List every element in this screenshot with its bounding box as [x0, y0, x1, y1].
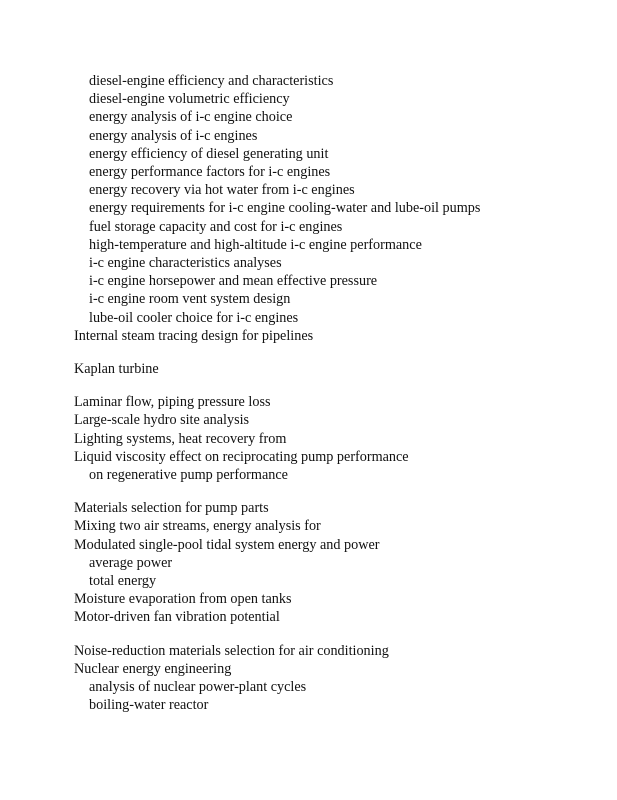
index-subentry: high-temperature and high-altitude i-c engine performance: [89, 236, 422, 253]
index-subentry: energy efficiency of diesel generating unit: [89, 145, 329, 162]
index-subentry: energy analysis of i-c engine choice: [89, 109, 293, 126]
index-section-gap: [74, 345, 594, 360]
index-subentry: on regenerative pump performance: [89, 467, 288, 484]
index-entry: Modulated single-pool tidal system energy and power: [74, 536, 380, 553]
index-subentry: average power: [89, 554, 173, 571]
index-block-internal-combustion: [74, 72, 594, 345]
index-section-gap: [74, 627, 594, 642]
index-subentry: total energy: [89, 573, 157, 590]
index-subentry: diesel-engine efficiency and characteristics: [89, 73, 334, 89]
index-entry: Moisture evaporation from open tanks: [74, 591, 292, 608]
index-subentry: energy recovery via hot water from i-c engines: [89, 182, 355, 199]
index-entry: Materials selection for pump parts: [74, 500, 269, 517]
index-subentry: diesel-engine volumetric efficiency: [89, 91, 290, 108]
index-block-m: [74, 499, 594, 626]
index-subentry: lube-oil cooler choice for i-c engines: [89, 309, 299, 326]
index-entry: Large-scale hydro site analysis: [74, 412, 250, 429]
index-entry: Noise-reduction materials selection for air conditioning: [74, 642, 389, 659]
index-subentry: energy analysis of i-c engines: [89, 127, 258, 144]
index-section-gap: [74, 484, 594, 499]
index-subentry: i-c engine horsepower and mean effective pressure: [89, 273, 378, 290]
index-subentry: boiling-water reactor: [89, 697, 209, 714]
index-block-k: [74, 360, 594, 378]
index-block-n: [74, 642, 594, 715]
index-entry: Nuclear energy engineering: [74, 660, 232, 677]
index-entry: Lighting systems, heat recovery from: [74, 430, 287, 447]
index-entry: Laminar flow, piping pressure loss: [74, 394, 271, 411]
index-subentry: i-c engine characteristics analyses: [89, 255, 282, 272]
index-subentry: analysis of nuclear power-plant cycles: [89, 679, 307, 696]
index-entry: Internal steam tracing design for pipelines: [74, 327, 314, 344]
index-entry: Kaplan turbine: [74, 361, 159, 378]
index-section-gap: [74, 378, 594, 393]
index-block-l: [74, 393, 594, 484]
index-entry: Mixing two air streams, energy analysis for: [74, 518, 321, 535]
index-entry: Motor-driven fan vibration potential: [74, 609, 280, 626]
index-entry: Liquid viscosity effect on reciprocating pump performance: [74, 448, 409, 465]
index-subentry: fuel storage capacity and cost for i-c engines: [89, 218, 343, 235]
index-subentry: energy requirements for i-c engine cooling-water and lube-oil pumps: [89, 200, 481, 217]
index-subentry: i-c engine room vent system design: [89, 291, 291, 308]
index-page: [74, 72, 594, 715]
index-subentry: energy performance factors for i-c engines: [89, 164, 331, 181]
